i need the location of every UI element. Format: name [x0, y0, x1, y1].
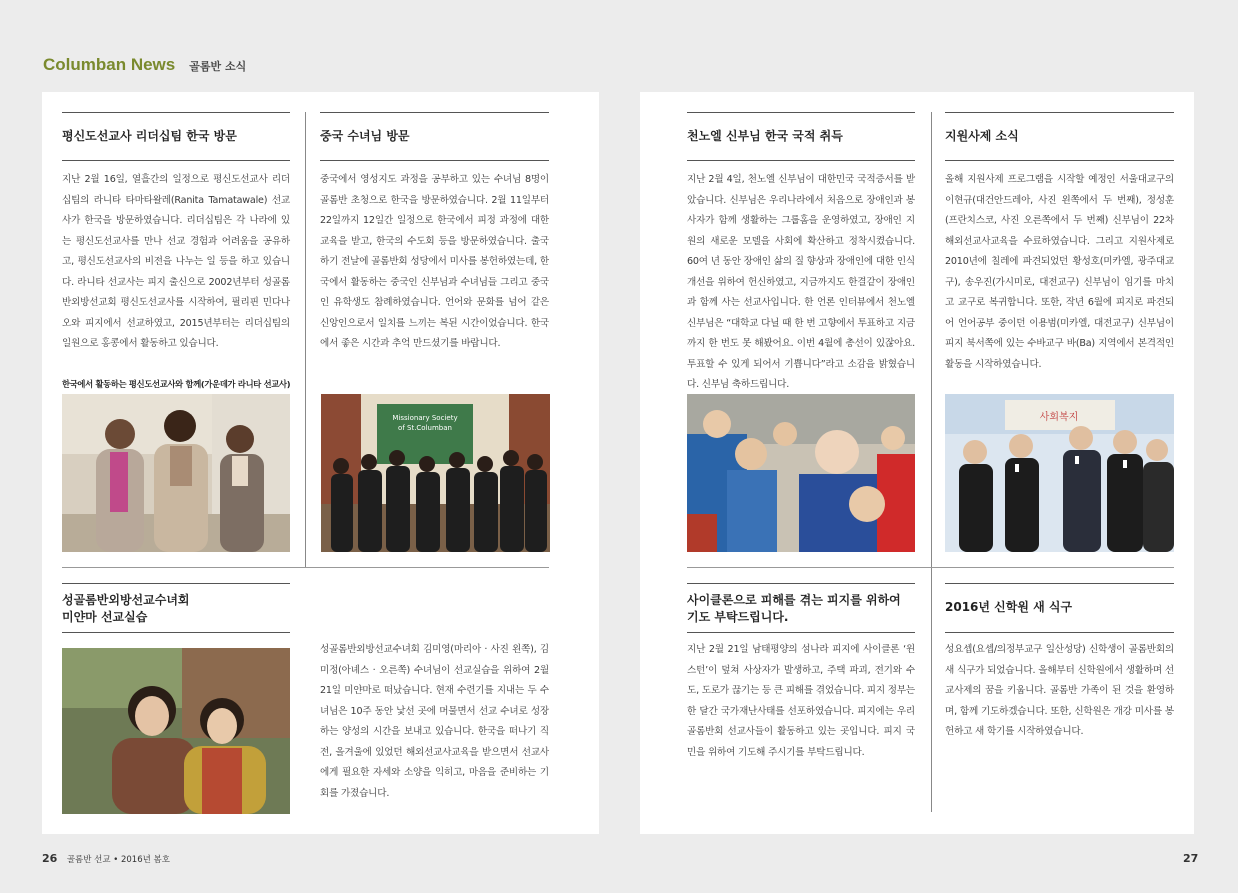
photo-mission-priests [945, 394, 1174, 552]
rule [687, 583, 915, 584]
magazine-header [43, 55, 246, 79]
article-body: 중국에서 영성지도 과정을 공부하고 있는 수녀님 8명이 골롬반 초청으로 한국을 방문하였습니다. 2월 11일부터 22일까지 12일간 일정으로 한국에서 피정 과정에 대한 교육을 받고, 한국의 수도회 등을 방문하였습니다. 출국하기 전날에 골롬반회 성당에서 미사를 봉헌하였는데, 한국에서 활동하는 중국인 신부님과 수녀님들 그리고 중국인 유학생도 참례하였습니다. 언어와 문화를 넘어 같은 신앙인으로서 일치를 느끼는 복된 시간이었습니다. 한국에서 좋은 시간과 추억 만드셨기를 바랍니다. [320, 174, 549, 349]
photo-columban-sisters [62, 648, 290, 814]
page-number: 27 [1183, 852, 1199, 865]
footer-right [1183, 852, 1198, 865]
rule [945, 160, 1174, 161]
article-title: 2016년 신학원 새 식구 [945, 600, 1073, 614]
banner-text: Missionary Society [392, 414, 458, 422]
article-body: 지난 2월 16일, 열흘간의 일정으로 평신도선교사 리더십팀의 라니타 타마타왈레(Ranita Tamatawale) 선교사가 한국을 방문하였습니다. 리더십팀은 각 나라에 있는 평신도선교사를 만나 선교 경험과 어려움을 공유하고, 평신도선교사의 비전을 나누는 일 등을 하고 있습니다. 라니타 선교사는 피지 출신으로 2002년부터 성골롬반외방선교회 평신도선교사를 시작하여, 필리핀 민다나오와 피지에서 선교하였고, 2015년부터는 리더십팀의 일원으로 홍콩에서 활동하고 있습니다. [62, 174, 290, 349]
article-body: 올해 지원사제 프로그램을 시작할 예정인 서울대교구의 이현규(대건안드레아, 사진 왼쪽에서 두 번째), 정성훈(프란치스코, 사진 오른쪽에서 두 번째) 신부님이 22차 해외선교사교육을 수료하였습니다. 그리고 지원사제로 2010년에 칠레에 파견되었던 황성호(미카엘, 광주대교구), 송우진(가시미로, 대전교구) 신부님이 임기를 마치고 교구로 복귀합니다. 또한, 작년 6월에 피지로 파견되어 언어공부 중이던 이용범(미카엘, 대전교구) 신부님이 피지 북서쪽에 있는 수바교구 바(Ba) 지역에서 본격적인 활동을 시작하였습니다. [945, 174, 1174, 370]
banner-text: of St.Columban [398, 424, 452, 432]
rule [687, 632, 915, 633]
article-title [687, 592, 927, 626]
article-title: 지원사제 소식 [945, 129, 1019, 143]
rule [945, 112, 1174, 113]
article-title-line: 성골롬반외방선교수녀회 [62, 593, 190, 607]
photo-lay-missionaries [62, 394, 290, 552]
article-title [62, 592, 302, 626]
rule [687, 112, 915, 113]
article-title: 중국 수녀님 방문 [320, 129, 410, 143]
rule [320, 160, 549, 161]
row-divider [62, 567, 549, 568]
sign-text: 사회복지 [1039, 412, 1079, 423]
article-title-line: 사이클론으로 피해를 겪는 피지를 위하여 [687, 593, 901, 607]
article-title: 천노엘 신부님 한국 국적 취득 [687, 129, 843, 143]
article-body: 성골롬반외방선교수녀회 김미영(마리아 · 사진 왼쪽), 김미정(아녜스 · 오른쪽) 수녀님이 선교실습을 위하여 2월 21일 미얀마로 떠났습니다. 현재 수련기를 지내는 두 수녀님은 10주 동안 낯선 곳에 머물면서 선교 수녀로 성장하는 양성의 시간을 보내고 있습니다. 한국을 떠나기 직전, 올겨울에 있었던 해외선교사교육을 받으면서 선교사에게 필요한 자세와 소양을 익히고, 마음을 준비하는 기회를 가졌습니다. [320, 644, 549, 799]
footer-left [42, 852, 170, 865]
section-title: Columban News [43, 55, 176, 74]
section-subtitle: 골롬반 소식 [189, 60, 247, 73]
page-number: 26 [42, 852, 58, 865]
rule [945, 632, 1174, 633]
magazine-issue: 골롬반 선교 • 2016년 봄호 [66, 855, 170, 865]
photo-fr-noel [687, 394, 915, 552]
rule [62, 632, 290, 633]
rule [62, 160, 290, 161]
rule [320, 112, 549, 113]
article-body: 성요셉(요셉/의정부교구 일산성당) 신학생이 골롬반회의 새 식구가 되었습니다. 올해부터 신학원에서 생활하며 선교사제의 꿈을 키웁니다. 골롬반 가족이 된 것을 환영하며, 함께 기도하겠습니다. 또한, 신학원은 개강 미사를 봉헌하고 새 학기를 시작하였습니다. [945, 644, 1174, 737]
photo-caption: 한국에서 활동하는 평신도선교사와 함께(가운데가 라니타 선교사) [62, 379, 291, 389]
column-divider [931, 112, 932, 812]
rule [945, 583, 1174, 584]
rule [62, 583, 290, 584]
row-divider [687, 567, 1174, 568]
article-title-line: 미얀마 선교실습 [62, 610, 148, 624]
column-divider [305, 112, 306, 568]
article-body: 지난 2월 21일 남태평양의 섬나라 피지에 사이클론 ‘윈스턴’이 덮쳐 사상자가 발생하고, 주택 파괴, 전기와 수도, 도로가 끊기는 등 큰 피해를 겪었습니다. 피지 정부는 한 달간 국가재난사태를 선포하였습니다. 피지에는 우리 골롬반회 선교사들이 활동하고 있는 곳입니다. 피지 국민을 위하여 기도해 주시기를 부탁드립니다. [687, 644, 915, 758]
article-title: 평신도선교사 리더십팀 한국 방문 [62, 129, 237, 143]
rule [687, 160, 915, 161]
rule [62, 112, 290, 113]
article-title-line: 기도 부탁드립니다. [687, 610, 789, 624]
photo-chinese-sisters [321, 394, 550, 552]
article-body: 지난 2월 4일, 천노엘 신부님이 대한민국 국적증서를 받았습니다. 신부님은 우리나라에서 처음으로 장애인과 봉사자가 함께 생활하는 그룹홈을 운영하였고, 장애인 지원의 새로운 모델을 사회에 확산하고 정착시켰습니다. 60여 년 동안 장애인 삶의 질 향상과 장애인에 대한 인식 개선을 위하여 헌신하였고, 지금까지도 한결같이 장애인과 함께 사는 선교사입니다. 한 언론 인터뷰에서 천노엘 신부님은 “대학교 다닐 때 한 번 고향에서 투표하고 지금까지 한 번도 못 해봤어요. 이번 4월에 총선이 있잖아요. 투표할 수 있게 되어서 기쁩니다”라고 소감을 밝혔습니다. 신부님 축하드립니다. [687, 174, 915, 390]
